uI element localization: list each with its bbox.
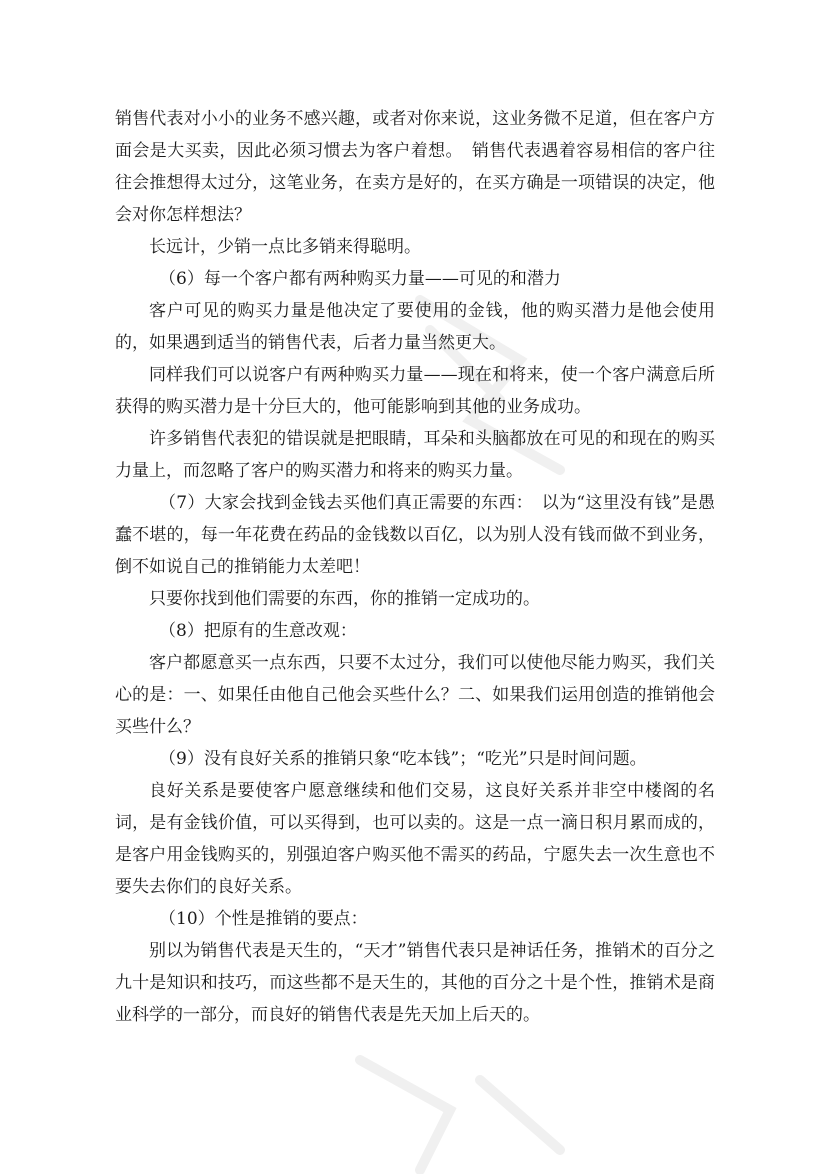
paragraph-2: 长远计，少销一点比多销来得聪明。 — [149, 237, 421, 257]
section-heading-6: （6）每一个客户都有两种购买力量——可见的和潜力 — [159, 269, 561, 289]
section-heading-9: （9）没有良好关系的推销只象“吃本钱”；“吃光”只是时间问题。 — [159, 749, 647, 769]
paragraph-5: 许多销售代表犯的错误就是把眼睛，耳朵和头脑都放在可见的和现在的购买力量上，而忽略了客户的购买潜力和将来的购买力量。 — [115, 429, 715, 481]
paragraph-3: 客户可见的购买力量是他决定了要使用的金钱，他的购买潜力是他会使用的，如果遇到适当的销售代表，后者力量当然更大。 — [115, 301, 715, 353]
paragraph-9: 别以为销售代表是天生的，“天才”销售代表只是神话任务，推销术的百分之九十是知识和技巧，而这些都不是天生的，其他的百分之十是个性，推销术是商业科学的一部分，而良好的销售代表是先天加上后天的。 — [115, 941, 715, 1025]
section-heading-7: （7）大家会找到金钱去买他们真正需要的东西： 以为“这里没有钱”是愚蠢不堪的，每一年花费在药品的金钱数以百亿，以为别人没有钱而做不到业务，倒不如说自己的推销能力太差吧！ — [115, 493, 715, 577]
paragraph-4: 同样我们可以说客户有两种购买力量——现在和将来，使一个客户满意后所获得的购买潜力是十分巨大的，他可能影响到其他的业务成功。 — [115, 365, 715, 417]
paragraph-6: 只要你找到他们需要的东西，你的推销一定成功的。 — [149, 589, 540, 609]
paragraph-1: 销售代表对小小的业务不感兴趣，或者对你来说，这业务微不足道，但在客户方面会是大买卖，因此必须习惯去为客户着想。 销售代表遇着容易相信的客户往往会推想得太过分，这笔业务，在卖方是好的，在买方确是一项错误的决定，他会对你怎样想法？ — [115, 109, 715, 225]
document-body — [115, 103, 715, 1031]
paragraph-8: 良好关系是要使客户愿意继续和他们交易，这良好关系并非空中楼阁的名词，是有金钱价值，可以买得到，也可以卖的。这是一点一滴日积月累而成的，是客户用金钱购买的，别强迫客户购买他不需买的药品，宁愿失去一次生意也不要失去你们的良好关系。 — [115, 781, 715, 897]
section-heading-8: （8）把原有的生意改观： — [159, 621, 357, 641]
section-heading-10: （10）个性是推销的要点： — [159, 909, 368, 929]
paragraph-7: 客户都愿意买一点东西，只要不太过分，我们可以使他尽能力购买，我们关心的是：一、如果任由他自己他会买些什么？二、如果我们运用创造的推销他会买些什么？ — [115, 653, 715, 737]
